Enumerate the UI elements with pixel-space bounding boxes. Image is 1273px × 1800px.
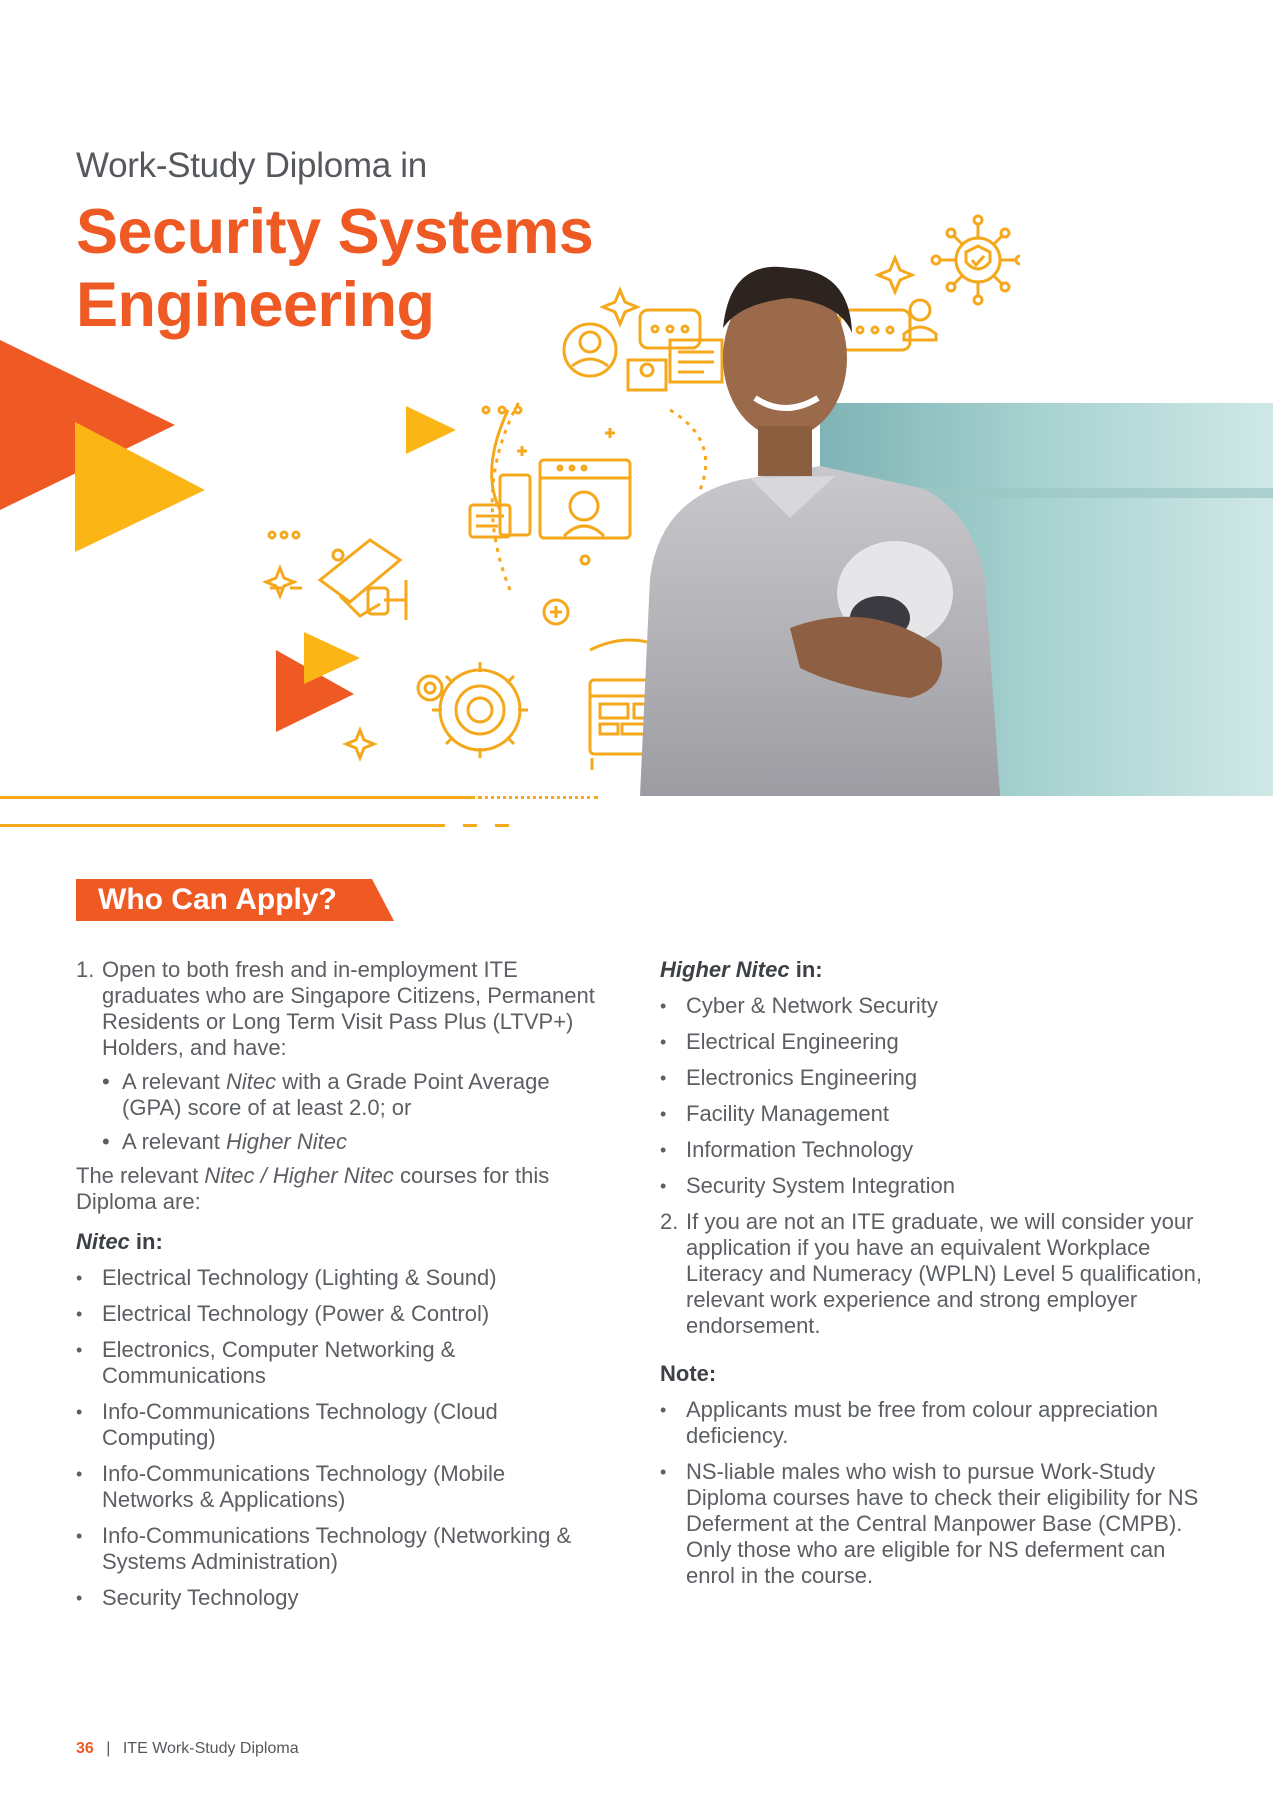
- list-item: • Electronics Engineering: [660, 1065, 918, 1090]
- video-call-monitor-icon: [470, 460, 630, 564]
- sub-bullet: • A relevant Nitec with a Grade Point Average (GPA) score of at least 2.0; or: [102, 1069, 550, 1120]
- list-item: • Security System Integration: [660, 1173, 956, 1198]
- publication-name: ITE Work-Study Diploma: [122, 1740, 299, 1757]
- nitec-heading: Nitec in:: [76, 1229, 163, 1254]
- page-number: 36: [76, 1740, 94, 1757]
- divider-line: [0, 824, 445, 827]
- numbered-item-2: [660, 1209, 1220, 1339]
- list-item: • Facility Management: [660, 1101, 889, 1126]
- student-photo: [640, 248, 1273, 796]
- divider-dotted: [478, 796, 598, 799]
- student-holding-camera-image: [640, 248, 1273, 796]
- divider-dash: [463, 824, 477, 827]
- sparkle-icon: [266, 568, 294, 596]
- item-number: 1.: [76, 957, 95, 982]
- sparkle-icon: [346, 730, 374, 758]
- divider-line: [0, 796, 475, 799]
- chat-window-icon: [470, 505, 510, 537]
- footer-separator: |: [106, 1740, 111, 1757]
- item-number: 2.: [660, 1209, 679, 1234]
- list-item: • Electrical Technology (Power & Control): [76, 1301, 490, 1326]
- item-text: Open to both fresh and in-employment ITE graduates who are Singapore Citizens, Permanent Residents or Long Term Visit Pass Plus (LTVP+) Holders, and have:: [102, 957, 595, 1060]
- numbered-item-1: [76, 957, 596, 1061]
- small-gear-icon: [418, 676, 442, 700]
- sub-bullet: • A relevant Higher Nitec: [102, 1129, 347, 1154]
- item-text: If you are not an ITE graduate, we will consider your application if you have an equivalent Workplace Literacy and Numeracy (WPLN) Level 5 qualification, relevant work experience and strong employer endorsement.: [686, 1209, 1203, 1338]
- section-header: [76, 879, 394, 921]
- list-item: • Security Technology: [76, 1585, 299, 1610]
- list-item: • Electronics, Computer Networking & Communications: [76, 1337, 456, 1388]
- nitec-course-list: [76, 1265, 596, 1611]
- page-footer: [76, 1740, 299, 1758]
- list-item: • Information Technology: [660, 1137, 914, 1162]
- decorative-triangles-left: [0, 330, 230, 570]
- list-item: • Applicants must be free from colour appreciation deficiency.: [660, 1397, 1159, 1448]
- list-item: • NS-liable males who wish to pursue Work-Study Diploma courses have to check their eligibility for NS Deferment at the Central Manpower Base (CMPB). Only those who are eligible for NS deferment can enrol in the course.: [660, 1459, 1199, 1588]
- list-item: • Info-Communications Technology (Networking & Systems Administration): [76, 1523, 572, 1574]
- higher-nitec-course-list: [660, 993, 1220, 1199]
- gear-icon: [432, 662, 528, 758]
- title-line-2: Engineering: [76, 270, 435, 340]
- list-item: • Info-Communications Technology (Cloud Computing): [76, 1399, 498, 1450]
- higher-nitec-heading: Higher Nitec in:: [660, 957, 823, 982]
- list-item: • Electrical Engineering: [660, 1029, 899, 1054]
- page-subtitle: Work-Study Diploma in: [76, 146, 427, 185]
- note-heading: Note:: [660, 1361, 717, 1386]
- note-list: [660, 1397, 1220, 1589]
- divider-dash: [495, 824, 509, 827]
- right-column: [660, 957, 1220, 1599]
- sparkle-icon: [603, 290, 637, 324]
- list-item: • Cyber & Network Security: [660, 993, 938, 1018]
- title-line-1: Security Systems: [76, 197, 594, 267]
- list-item: • Info-Communications Technology (Mobile Networks & Applications): [76, 1461, 506, 1512]
- left-column: [76, 957, 596, 1621]
- courses-intro: The relevant Nitec / Higher Nitec courses for this Diploma are:: [76, 1163, 550, 1214]
- section-title: Who Can Apply?: [98, 883, 337, 916]
- list-item: • Electrical Technology (Lighting & Sound): [76, 1265, 497, 1290]
